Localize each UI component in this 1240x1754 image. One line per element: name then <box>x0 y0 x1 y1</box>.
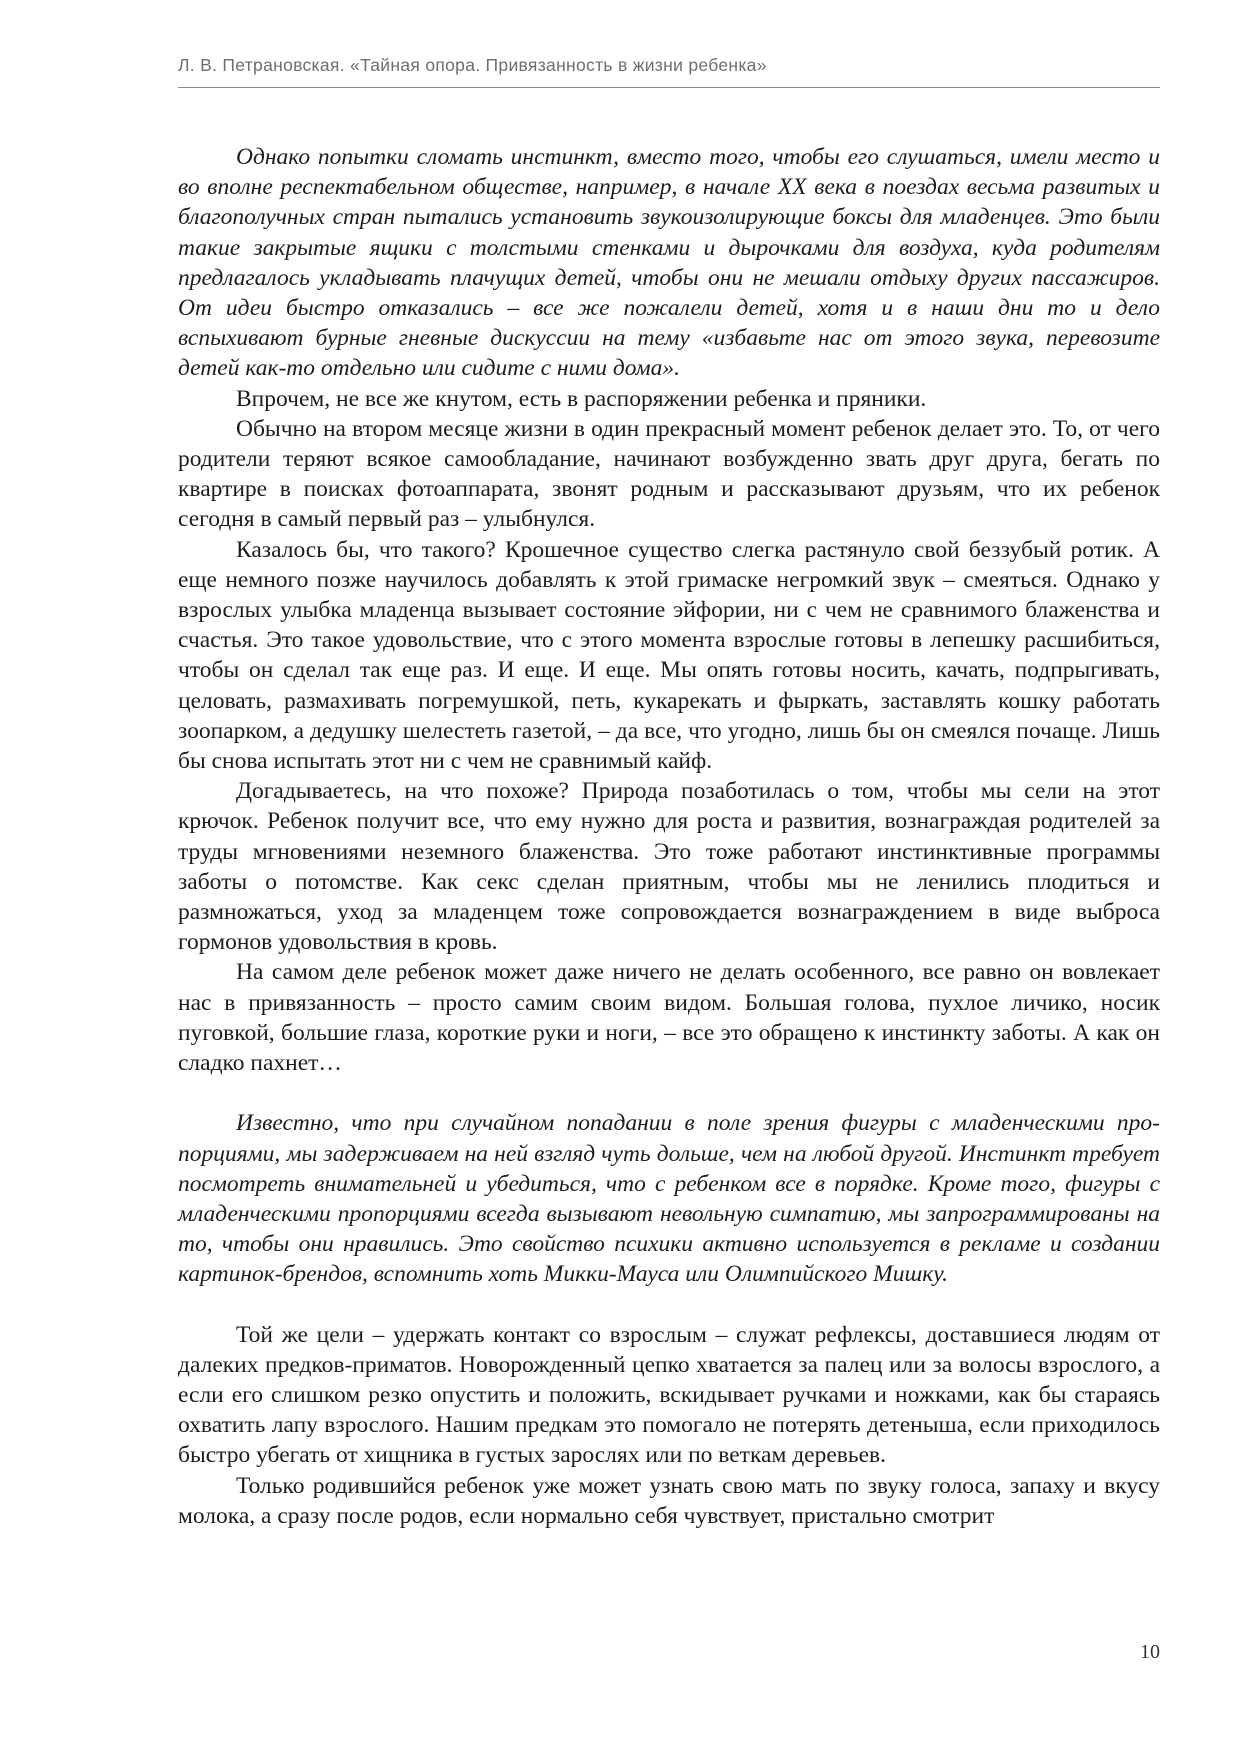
paragraph-recognition: Только родившийся ребенок уже может узнать свою мать по звуку голоса, запаху и вкусу молока, а сразу после родов, если нормально себя чувствует, пристально смотрит <box>178 1472 1160 1529</box>
paragraph-gap <box>178 1290 1160 1320</box>
italic-paragraph-train-boxes: Однако попытки сломать инстинкт, вместо того, чтобы его слушаться, имели место и во вполне респектабельном обществе, например, в начале XX века в поездах весьма развитых и благополучных стран пытались установить звукоизолирующие боксы для младенцев. Это были такие закрытые ящики с толстыми стенками и дырочками для воздуха, куда родителям предлагалось укладывать плачущих детей, чтобы они не мешали отдыху других пассажиров. От идеи быстро отказались – все же пожалели детей, хотя и в наши дни то и дело вспыхивают бурные гневные дискуссии на тему «избавьте нас от этого звука, перевозите детей как-то отдельно или сидите с ними дома». <box>178 144 1160 382</box>
body-text <box>178 142 1160 1531</box>
paragraph-hook: Догадываетесь, на что похоже? Природа позаботилась о том, чтобы мы сели на этот крючок. Ребенок получит все, что ему нужно для роста и развития, вознаграждая родителей за труды мгновениями неземного блаженства. Это тоже работают инстинктивные программы заботы о потомстве. Как секс сделан приятным, чтобы мы не ленились плодиться и размножаться, уход за младенцем тоже сопровождается вознаграждением в виде выброса гормонов удовольствия в кровь. <box>178 778 1160 956</box>
paragraph-baby-appearance: На самом деле ребенок может даже ничего не делать особенного, все равно он вовлекает нас в привязанность – просто самим своим видом. Большая голова, пухлое личико, носик пуговкой, большие глаза, короткие руки и ноги, – все это обращено к инстинкту заботы. А как он сладко пахнет… <box>178 959 1160 1077</box>
paragraph-reflexes: Той же цели – удержать контакт со взрослым – служат рефлексы, доставшиеся людям от далеких предков-приматов. Новорожденный цепко хватается за палец или за волосы взрослого, а если его слишком резко опустить и положить, вскидывает ручками и ножками, как бы стараясь охватить лапу взрослого. Нашим предкам это помогало не потерять детеныша, если приходилось быстро убегать от хищника в густых зарослях или по веткам деревьев. <box>178 1321 1160 1469</box>
paragraph-euphoria: Казалось бы, что такого? Крошечное существо слегка растянуло свой беззубый ротик. А еще немного позже научилось добавлять к этой гримаске негромкий звук – смеяться. Однако у взрослых улыбка младенца вызывает состояние эйфории, ни с чем не сравнимого блаженства и счастья. Это такое удовольствие, что с этого момента взрослые готовы в лепешку расшибиться, чтобы он сделал так еще раз. И еще. И еще. Мы опять готовы носить, качать, подпрыгивать, целовать, размахивать погремушкой, петь, кукарекать и фыркать, заставлять кошку работать зоопарком, а дедушку шелестеть газетой, – да все, что угодно, лишь бы он смеялся почаще. Лишь бы снова испытать этот ни с чем не сравнимый кайф. <box>178 536 1160 775</box>
paragraph-first-smile: Обычно на втором месяце жизни в один прекрасный момент ребенок делает это. То, от чего родители теряют всякое самообладание, начинают возбужденно звать друг друга, бегать по квартире в поисках фотоаппарата, звонят родным и рассказывают друзьям, что их ребенок сегодня в самый первый раз – улыбнулся. <box>178 415 1160 533</box>
running-header: Л. В. Петрановская. «Тайная опора. Привязанность в жизни ребенка» <box>178 55 767 75</box>
italic-paragraph-baby-proportions: Известно, что при случайном попадании в поле зрения фигуры с младенческими пропорциями, мы задерживаем на ней взгляд чуть дольше, чем на любой другой. Инстинкт требует посмотреть внимательней и убедиться, что с ребенком все в порядке. Кроме того, фигуры с младенческими пропорциями всегда вызывают невольную симпатию, мы запрограммированы на то, чтобы они нравились. Это свойство психики активно используется в рекламе и создании картинок-брендов, вспомнить хоть Микки-Мауса или Олимпийского Мишку. <box>178 1110 1160 1288</box>
page-number: 10 <box>1140 1641 1160 1663</box>
paragraph-carrots: Впрочем, не все же кнутом, есть в распоряжении ребенка и пряники. <box>236 385 927 412</box>
header-divider <box>178 87 1160 88</box>
paragraph-gap <box>178 1078 1160 1108</box>
